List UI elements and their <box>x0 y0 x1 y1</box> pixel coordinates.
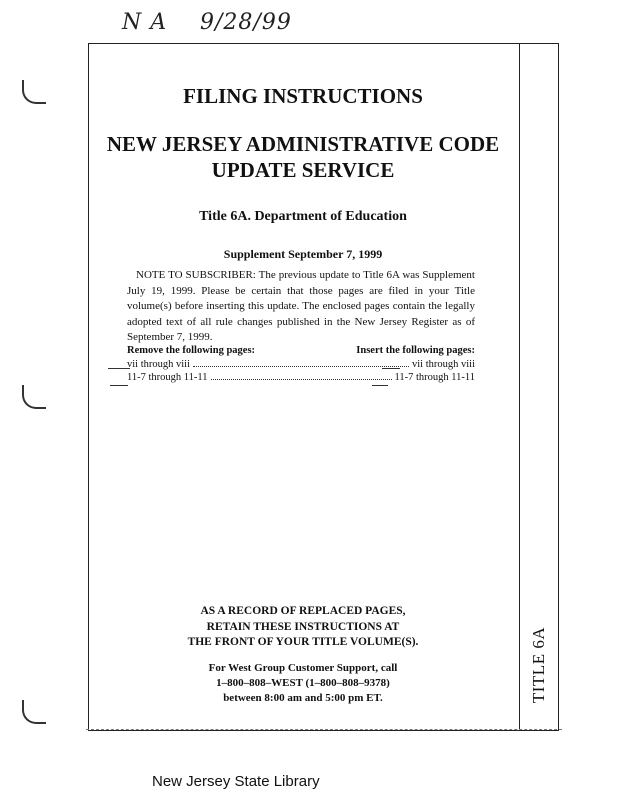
pages-table <box>127 345 475 384</box>
handwritten-check-mark <box>110 385 128 386</box>
record-line3: THE FRONT OF YOUR TITLE VOLUME(S). <box>187 636 419 648</box>
pages-row <box>127 371 475 384</box>
pages-table-header <box>127 345 475 356</box>
punch-hole-mark <box>22 80 46 104</box>
record-line2: RETAIN THESE INSTRUCTIONS AT <box>206 620 400 633</box>
dot-leader <box>211 379 392 380</box>
support-hours: between 8:00 am and 5:00 pm ET. <box>223 692 383 704</box>
punch-hole-mark <box>22 700 46 724</box>
pages-row <box>127 358 475 371</box>
record-line1: AS A RECORD OF REPLACED PAGES, <box>200 605 406 617</box>
dot-leader <box>193 366 409 367</box>
library-stamp: New Jersey State Library <box>152 773 320 790</box>
record-instructions <box>88 604 518 651</box>
insert-header: Insert the following pages: <box>356 345 475 356</box>
handwritten-check-mark <box>382 368 400 369</box>
remove-pages: 11-7 through 11-11 <box>127 372 208 383</box>
handwritten-date: 9/28/99 <box>200 10 292 35</box>
frame-edge <box>86 729 562 732</box>
support-line1: For West Group Customer Support, call <box>208 662 398 674</box>
remove-pages: vii through viii <box>127 359 190 370</box>
support-info <box>88 661 518 706</box>
handwritten-initials: N A <box>122 10 168 35</box>
page-title: FILING INSTRUCTIONS <box>183 84 423 108</box>
code-title-line1: NEW JERSEY ADMINISTRATIVE CODE <box>106 132 500 156</box>
support-phone: 1–800–808–WEST (1–800–808–9378) <box>216 677 390 689</box>
punch-hole-mark <box>22 385 46 409</box>
insert-pages: vii through viii <box>412 359 475 370</box>
title-section: Title 6A. Department of Education <box>199 209 407 224</box>
code-title <box>88 131 518 183</box>
subscriber-note: NOTE TO SUBSCRIBER: The previous update to Title 6A was Supplement July 19, 1999. Please be certain that those pages are filed in your Title volume(s) before inserting this update. The enclosed pages contain the legally adopted text of all rule changes published in the New Jersey Register as of September 7, 1999. <box>127 269 475 344</box>
handwritten-check-mark <box>372 385 388 386</box>
supplement-date: Supplement September 7, 1999 <box>223 247 383 261</box>
code-title-line2: UPDATE SERVICE <box>211 158 395 182</box>
insert-pages: 11-7 through 11-11 <box>394 372 475 383</box>
remove-header: Remove the following pages: <box>127 345 256 356</box>
side-tab-label: TITLE 6A <box>529 626 549 704</box>
handwritten-check-mark <box>108 368 130 369</box>
